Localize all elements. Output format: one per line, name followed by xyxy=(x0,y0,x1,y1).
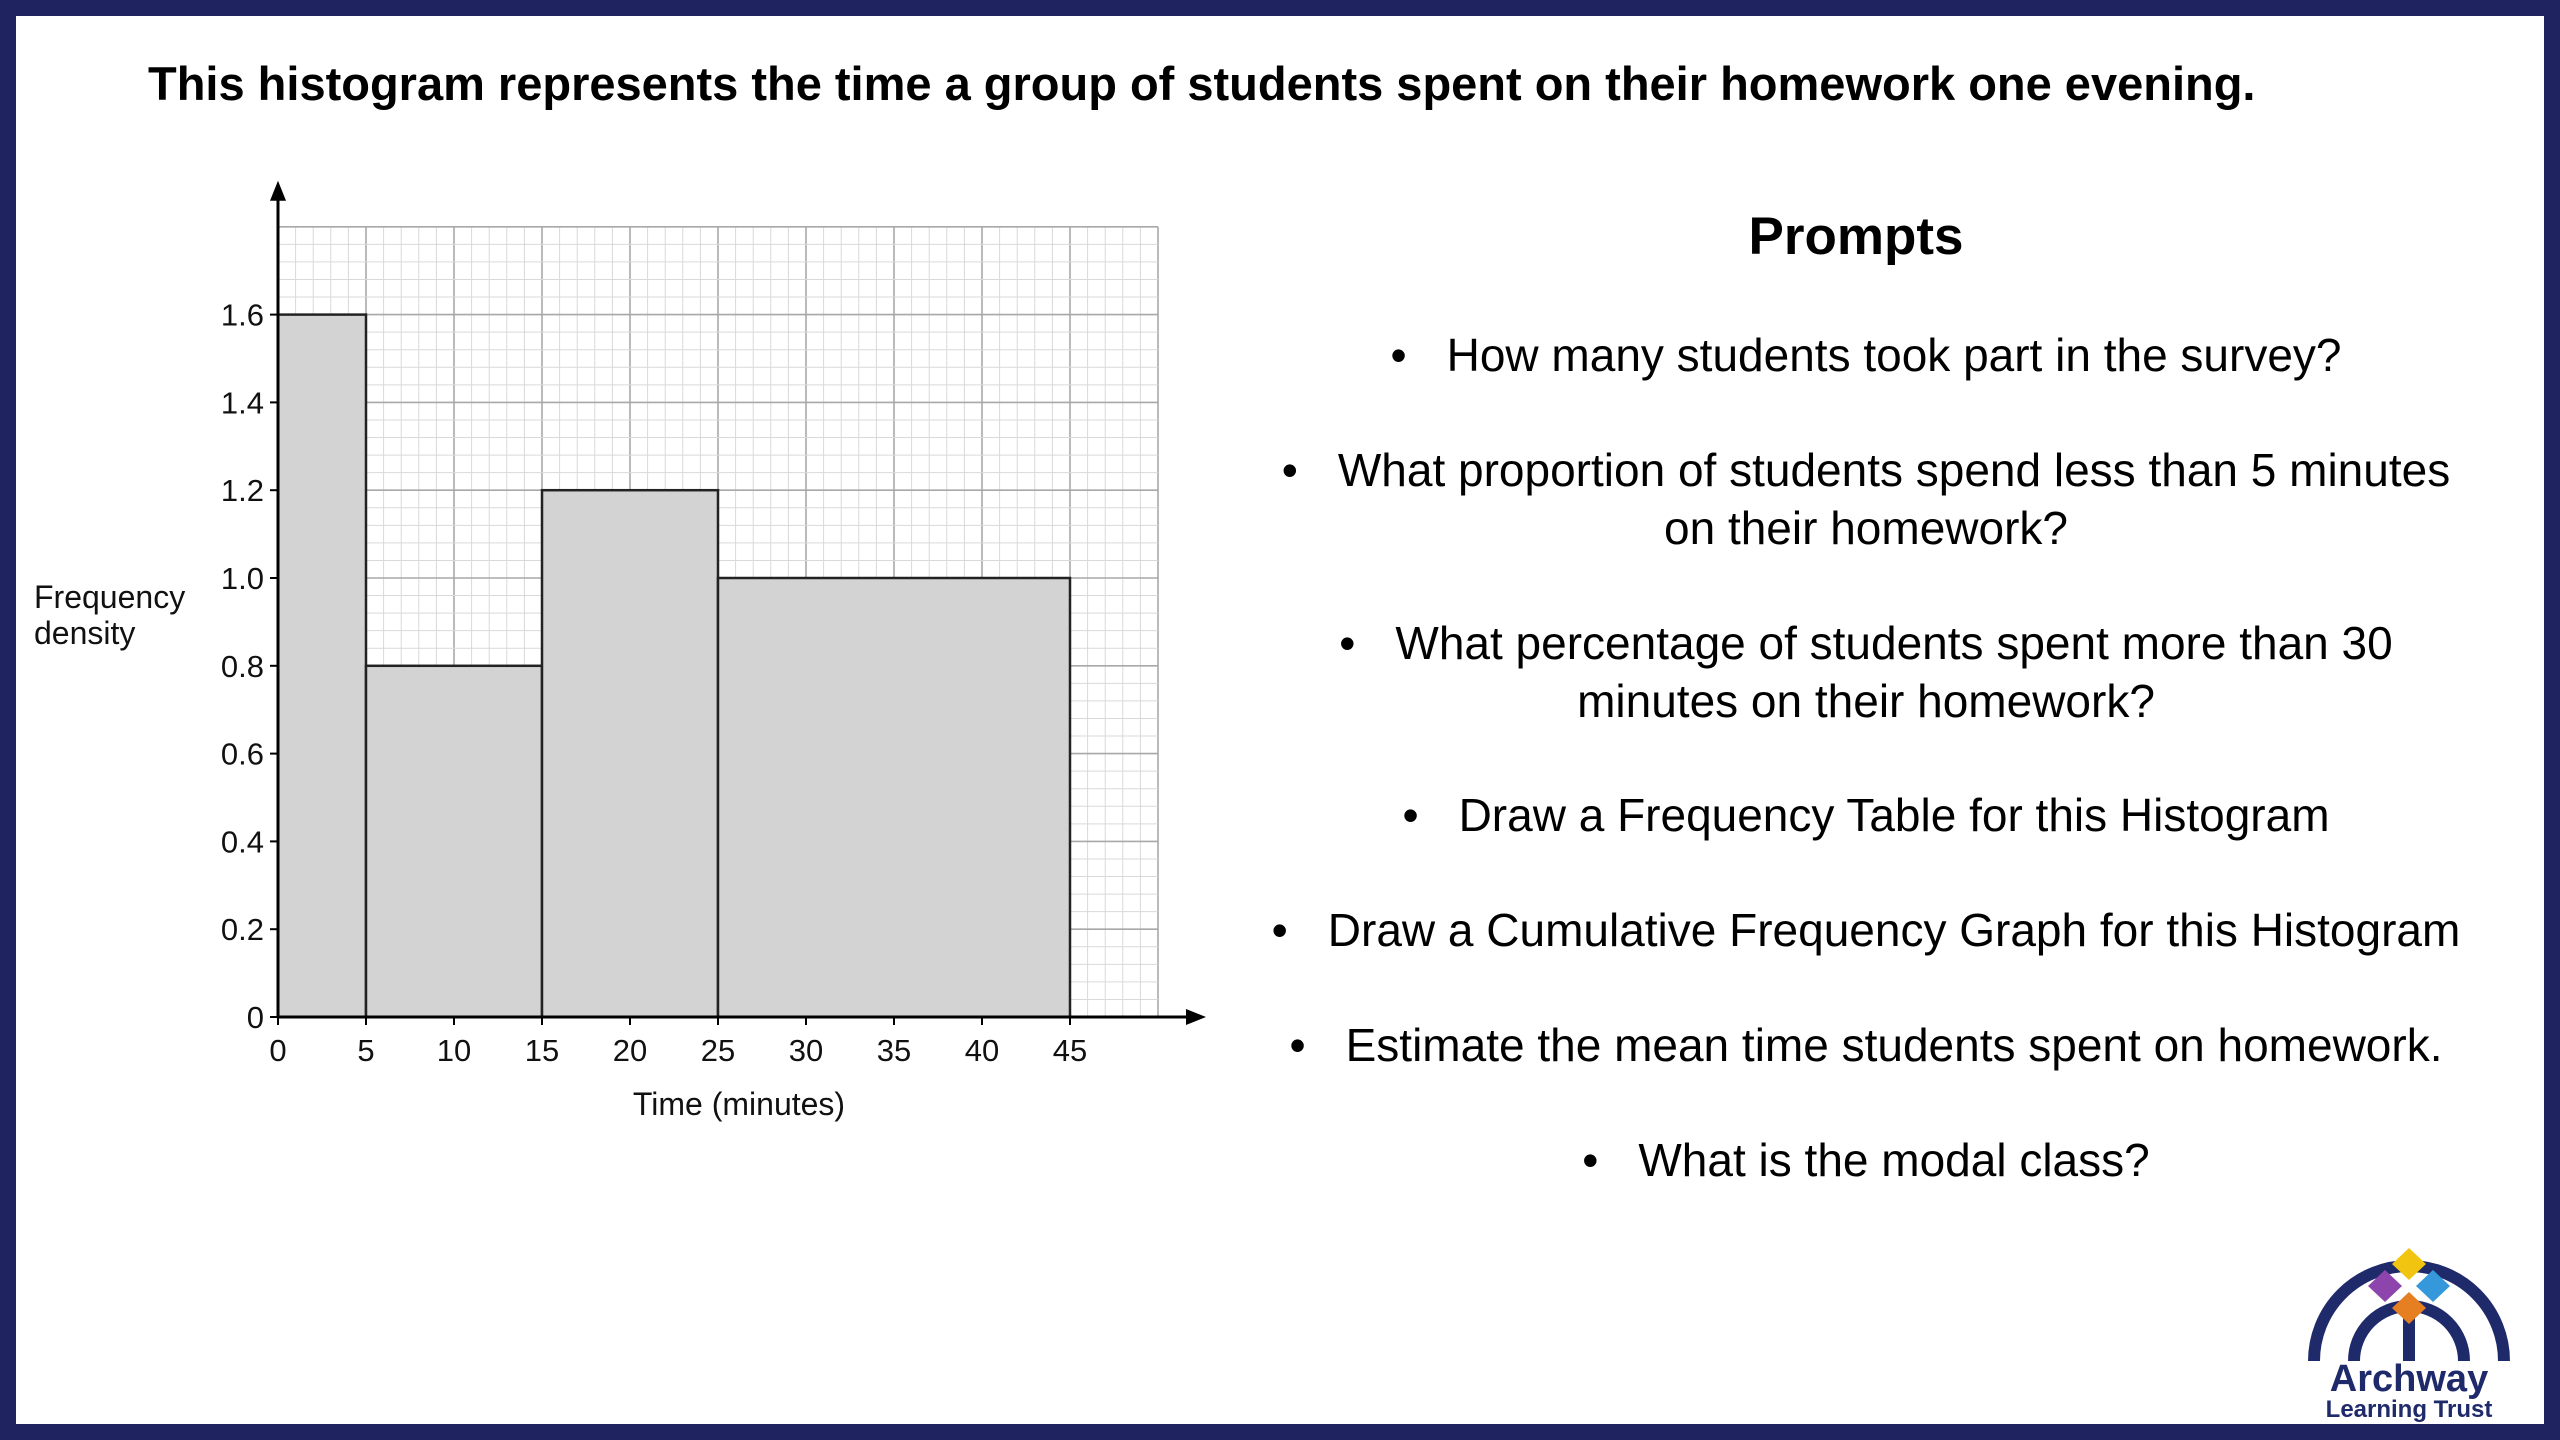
archway-logo xyxy=(2294,1226,2524,1426)
prompt-text: What is the modal class? xyxy=(1638,1134,2150,1186)
x-tick-label: 15 xyxy=(524,1033,560,1068)
archway-logo-icon xyxy=(2294,1226,2524,1366)
prompt-text: Draw a Cumulative Frequency Graph for this Histogram xyxy=(1327,904,2461,956)
x-tick-label: 20 xyxy=(612,1033,648,1068)
prompt-item xyxy=(1231,901,2501,959)
histogram-bar xyxy=(718,578,1070,1017)
y-tick-label: 0.4 xyxy=(220,824,264,860)
prompt-text: What proportion of students spend less than 5 minutes xyxy=(1337,444,2451,496)
y-tick-label: 0.2 xyxy=(220,912,264,948)
histogram-bar xyxy=(366,666,542,1017)
y-tick-label: 0 xyxy=(246,1000,264,1035)
y-tick-label: 1.0 xyxy=(220,561,264,596)
prompt-text: How many students took part in the survey? xyxy=(1446,329,2342,381)
prompt-line xyxy=(1231,441,2501,499)
prompt-line xyxy=(1231,1016,2501,1074)
x-axis-arrow-icon xyxy=(1186,1009,1206,1025)
y-tick-label: 0.8 xyxy=(220,648,264,684)
y-axis-label: Frequency xyxy=(34,579,186,615)
x-tick-label: 0 xyxy=(269,1033,287,1068)
diamond-top-shape xyxy=(2392,1248,2426,1280)
x-tick-label: 40 xyxy=(964,1033,1000,1068)
prompt-line xyxy=(1231,786,2501,844)
prompt-item xyxy=(1231,441,2501,557)
prompt-text: Draw a Frequency Table for this Histogram xyxy=(1458,789,2330,841)
prompt-line xyxy=(1231,326,2501,384)
histogram-chart xyxy=(16,16,1216,1166)
diamond-bottom-shape xyxy=(2392,1292,2426,1324)
bullet-icon: • xyxy=(1402,789,1419,841)
bullet-icon: • xyxy=(1271,904,1288,956)
prompt-text: on their homework? xyxy=(1664,502,2068,554)
prompt-item xyxy=(1231,1131,2501,1189)
x-tick-label: 35 xyxy=(876,1033,912,1068)
bullet-icon: • xyxy=(1289,1019,1306,1071)
y-axis-label: density xyxy=(34,615,136,651)
bullet-icon: • xyxy=(1390,329,1407,381)
prompt-line xyxy=(1231,614,2501,672)
prompt-line xyxy=(1231,672,2501,730)
bullet-icon: • xyxy=(1582,1134,1599,1186)
prompt-text: Estimate the mean time students spent on homework. xyxy=(1345,1019,2443,1071)
prompt-line xyxy=(1231,1131,2501,1189)
prompts-heading: Prompts xyxy=(1748,207,1964,266)
y-tick-label: 1.6 xyxy=(220,297,264,333)
bullet-icon: • xyxy=(1339,617,1356,669)
histogram-bar xyxy=(278,315,366,1017)
x-tick-label: 45 xyxy=(1052,1033,1088,1068)
x-tick-label: 5 xyxy=(357,1033,375,1068)
logo-name: Archway xyxy=(2329,1358,2489,1400)
slide xyxy=(16,16,2544,1424)
bullet-icon: • xyxy=(1281,444,1298,496)
slide-title: This histogram represents the time a group of students spent on their homework one evening. xyxy=(148,57,2256,110)
logo-subtitle: Learning Trust xyxy=(2325,1396,2493,1423)
x-tick-label: 10 xyxy=(436,1033,472,1068)
prompt-line xyxy=(1231,901,2501,959)
prompt-text: What percentage of students spent more than 30 xyxy=(1395,617,2393,669)
prompt-item xyxy=(1231,326,2501,384)
x-tick-label: 25 xyxy=(700,1033,736,1068)
prompt-line xyxy=(1231,499,2501,557)
prompt-item xyxy=(1231,1016,2501,1074)
histogram-bar xyxy=(542,490,718,1017)
x-tick-label: 30 xyxy=(788,1033,824,1068)
y-tick-label: 1.2 xyxy=(220,473,264,509)
prompt-item xyxy=(1231,614,2501,730)
y-tick-label: 1.4 xyxy=(220,385,264,421)
x-axis-label: Time (minutes) xyxy=(632,1086,846,1122)
prompt-text: minutes on their homework? xyxy=(1577,675,2155,727)
y-tick-label: 0.6 xyxy=(220,736,264,772)
prompt-item xyxy=(1231,786,2501,844)
y-axis-arrow-icon xyxy=(270,181,286,201)
